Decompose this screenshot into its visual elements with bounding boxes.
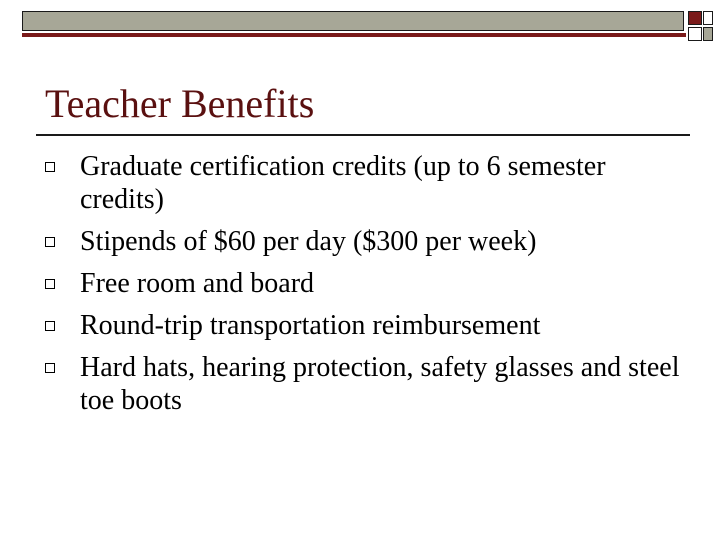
hollow-square-icon [45, 162, 55, 172]
list-item [45, 150, 685, 216]
bullet-text: Hard hats, hearing protection, safety glasses and steel toe boots [80, 352, 680, 416]
header-accent-line [22, 33, 686, 37]
list-item [45, 225, 685, 258]
hollow-square-icon [45, 279, 55, 289]
header-banner [22, 11, 684, 31]
hollow-square-icon [45, 321, 55, 331]
bullet-list [45, 150, 685, 426]
corner-square-icon [703, 27, 713, 41]
corner-square-icon [688, 11, 702, 25]
bullet-text: Graduate certification credits (up to 6 semester credits) [80, 151, 606, 215]
bullet-text: Free room and board [80, 268, 315, 299]
bullet-text: Round-trip transportation reimbursement [80, 310, 541, 341]
list-item [45, 267, 685, 300]
corner-square-icon [688, 27, 702, 41]
hollow-square-icon [45, 237, 55, 247]
slide-title: Teacher Benefits [45, 81, 315, 126]
title-divider [36, 134, 690, 136]
hollow-square-icon [45, 363, 55, 373]
list-item [45, 309, 685, 342]
list-item [45, 351, 685, 417]
bullet-text: Stipends of $60 per day ($300 per week) [80, 226, 537, 257]
corner-square-icon [703, 11, 713, 25]
